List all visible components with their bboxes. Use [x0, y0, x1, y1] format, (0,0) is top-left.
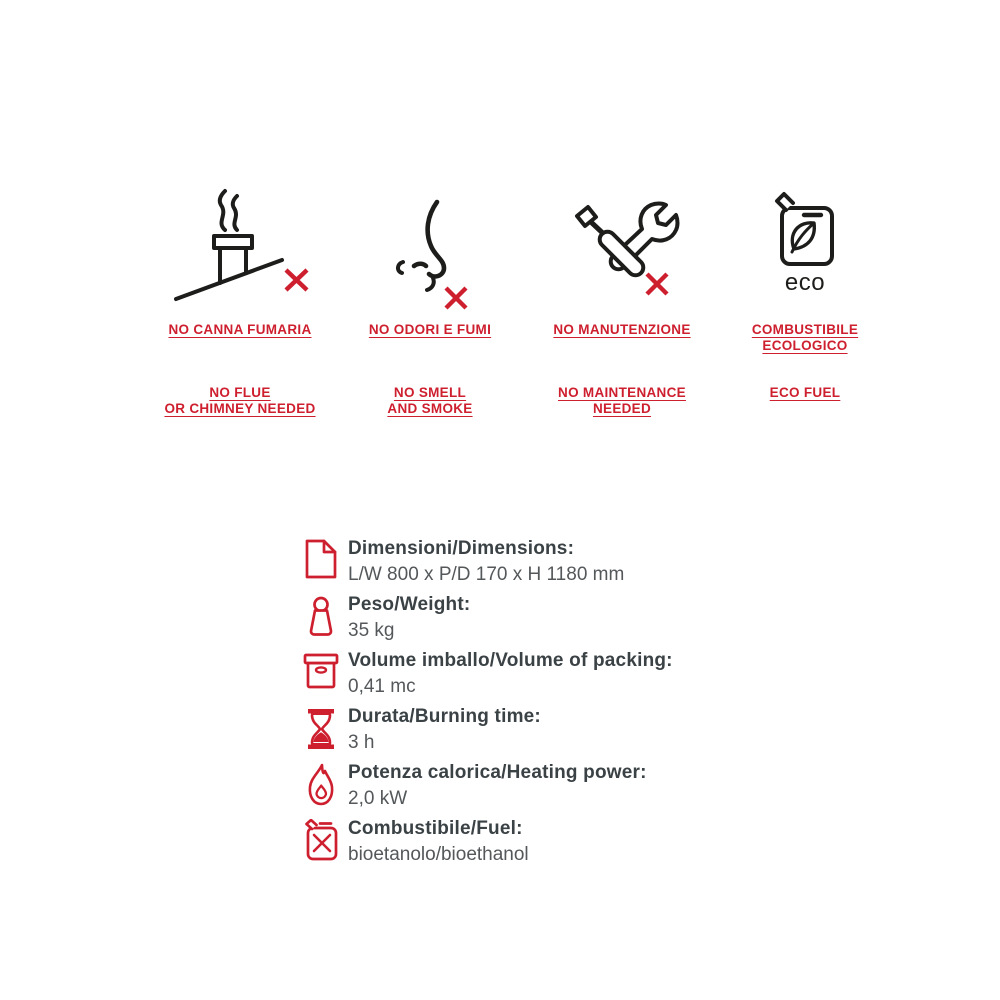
hourglass-icon — [305, 707, 337, 751]
spec-title: Combustibile/Fuel: — [348, 818, 523, 839]
spec-title: Peso/Weight: — [348, 594, 471, 615]
spec-row-power — [302, 760, 742, 816]
spec-title: Dimensioni/Dimensions: — [348, 538, 575, 559]
box-icon — [303, 651, 339, 691]
feature-label-it: NO CANNA FUMARIA — [168, 322, 312, 337]
feature-label-en: NO FLUE OR CHIMNEY NEEDED — [164, 385, 316, 416]
nose-icon — [360, 185, 500, 315]
spec-list — [302, 536, 742, 872]
spec-row-dimensions — [302, 536, 742, 592]
chimney-icon — [170, 185, 310, 315]
feature-label-it: NO MANUTENZIONE — [553, 322, 691, 337]
tools-icon — [552, 185, 692, 315]
spec-value: L/W 800 x P/D 170 x H 1180 mm — [348, 564, 625, 585]
spec-value: 3 h — [348, 732, 375, 753]
spec-value: 0,41 mc — [348, 676, 416, 697]
spec-value: 2,0 kW — [348, 788, 408, 809]
no-x-icon — [647, 274, 667, 294]
spec-title: Durata/Burning time: — [348, 706, 541, 727]
feature-label-en: NO MAINTENANCE NEEDED — [558, 385, 686, 416]
feature-label-it: NO ODORI E FUMI — [368, 322, 492, 337]
feature-no-smell — [335, 185, 525, 445]
feature-label-en: ECO FUEL — [769, 385, 841, 400]
spec-value: bioetanolo/bioethanol — [348, 844, 529, 865]
spec-value: 35 kg — [348, 620, 395, 641]
spec-row-fuel — [302, 816, 742, 872]
weight-icon — [305, 595, 337, 639]
feature-eco-fuel — [710, 185, 900, 445]
feature-label-en: NO SMELL AND SMOKE — [387, 385, 473, 416]
eco-fuel-icon-area — [735, 185, 875, 315]
nose-icon-area — [360, 185, 500, 315]
flame-icon — [307, 763, 335, 807]
spec-row-weight — [302, 592, 742, 648]
fuel-can-icon — [304, 819, 338, 862]
spec-row-duration — [302, 704, 742, 760]
eco-text: eco — [784, 269, 826, 296]
feature-no-maintenance — [527, 185, 717, 445]
no-x-icon — [286, 270, 307, 290]
chimney-icon-area — [170, 185, 310, 315]
tools-icon-area — [552, 185, 692, 315]
document-icon — [304, 539, 338, 579]
no-x-icon — [446, 288, 466, 308]
feature-label-it: COMBUSTIBILE ECOLOGICO — [751, 322, 859, 353]
spec-title: Volume imballo/Volume of packing: — [348, 650, 673, 671]
spec-title: Potenza calorica/Heating power: — [348, 762, 647, 783]
spec-row-volume — [302, 648, 742, 704]
feature-no-flue — [145, 185, 335, 445]
